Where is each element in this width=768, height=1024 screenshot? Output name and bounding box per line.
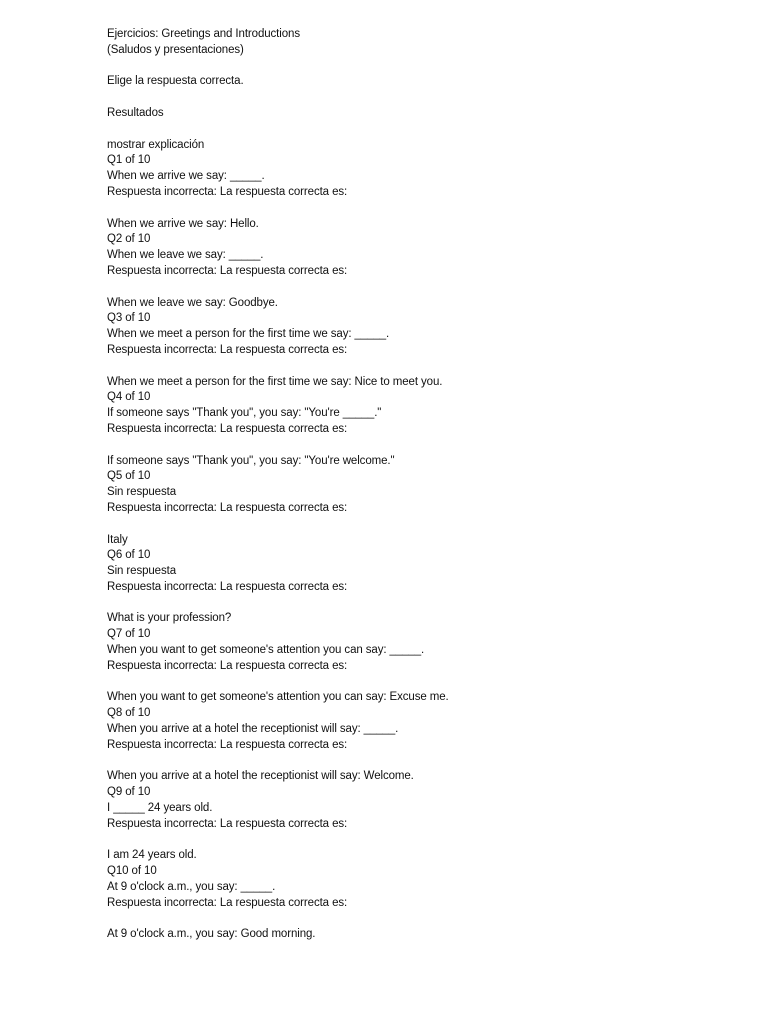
correct-answer: At 9 o'clock a.m., you say: Good morning. xyxy=(107,928,316,941)
question-list xyxy=(107,153,727,943)
correct-answer: When you arrive at a hotel the receptionist will say: Welcome. xyxy=(107,770,414,783)
feedback-text: Respuesta incorrecta: La respuesta correcta es: xyxy=(107,422,348,435)
spacer xyxy=(107,517,727,533)
question-counter: Q1 of 10 xyxy=(107,154,151,167)
question-counter: Q7 of 10 xyxy=(107,628,151,641)
feedback-text: Respuesta incorrecta: La respuesta correcta es: xyxy=(107,738,348,751)
question-block xyxy=(107,153,727,232)
question-prompt: When you arrive at a hotel the receptionist will say: _____. xyxy=(107,723,399,736)
correct-answer: I am 24 years old. xyxy=(107,849,197,862)
feedback-text: Respuesta incorrecta: La respuesta correcta es: xyxy=(107,580,348,593)
question-block xyxy=(107,311,727,390)
correct-answer: When you want to get someone's attention you can say: Excuse me. xyxy=(107,691,449,704)
question-block xyxy=(107,469,727,548)
spacer xyxy=(107,122,727,138)
question-prompt: When we meet a person for the first time we say: _____. xyxy=(107,328,390,341)
instruction-text: Elige la respuesta correcta. xyxy=(107,75,244,88)
feedback-text: Respuesta incorrecta: La respuesta correcta es: xyxy=(107,896,348,909)
question-counter: Q2 of 10 xyxy=(107,233,151,246)
question-block xyxy=(107,864,727,943)
question-block xyxy=(107,232,727,311)
feedback-text: Respuesta incorrecta: La respuesta correcta es: xyxy=(107,501,348,514)
question-prompt: Sin respuesta xyxy=(107,565,177,578)
question-block xyxy=(107,785,727,864)
question-prompt: When we leave we say: _____. xyxy=(107,249,264,262)
feedback-text: Respuesta incorrecta: La respuesta correcta es: xyxy=(107,817,348,830)
spacer xyxy=(107,675,727,691)
question-counter: Q10 of 10 xyxy=(107,865,157,878)
spacer xyxy=(107,280,727,296)
question-block xyxy=(107,706,727,785)
document-page xyxy=(107,27,727,943)
question-prompt: If someone says "Thank you", you say: "You're _____." xyxy=(107,407,382,420)
question-block xyxy=(107,627,727,706)
question-prompt: At 9 o'clock a.m., you say: _____. xyxy=(107,881,276,894)
question-counter: Q5 of 10 xyxy=(107,470,151,483)
spacer xyxy=(107,438,727,454)
spacer xyxy=(107,90,727,106)
question-prompt: Sin respuesta xyxy=(107,486,177,499)
feedback-text: Respuesta incorrecta: La respuesta correcta es: xyxy=(107,659,348,672)
question-prompt: I _____ 24 years old. xyxy=(107,802,213,815)
results-label: Resultados xyxy=(107,106,164,119)
question-counter: Q9 of 10 xyxy=(107,786,151,799)
feedback-text: Respuesta incorrecta: La respuesta correcta es: xyxy=(107,185,348,198)
show-explanation-link[interactable]: mostrar explicación xyxy=(107,138,205,151)
document-title: Ejercicios: Greetings and Introductions xyxy=(107,28,300,40)
feedback-text: Respuesta incorrecta: La respuesta correcta es: xyxy=(107,264,348,277)
correct-answer: When we leave we say: Goodbye. xyxy=(107,296,278,309)
correct-answer: Italy xyxy=(107,533,128,546)
correct-answer: If someone says "Thank you", you say: "You're welcome." xyxy=(107,454,395,467)
question-prompt: When we arrive we say: _____. xyxy=(107,170,265,183)
spacer xyxy=(107,754,727,770)
question-prompt: When you want to get someone's attention you can say: _____. xyxy=(107,644,425,657)
question-counter: Q6 of 10 xyxy=(107,549,151,562)
correct-answer: When we arrive we say: Hello. xyxy=(107,217,259,230)
spacer xyxy=(107,359,727,375)
document-subtitle: (Saludos y presentaciones) xyxy=(107,43,244,56)
question-counter: Q3 of 10 xyxy=(107,312,151,325)
question-block xyxy=(107,390,727,469)
spacer xyxy=(107,912,727,928)
feedback-text: Respuesta incorrecta: La respuesta correcta es: xyxy=(107,343,348,356)
question-counter: Q8 of 10 xyxy=(107,707,151,720)
correct-answer: What is your profession? xyxy=(107,612,232,625)
spacer xyxy=(107,201,727,217)
correct-answer: When we meet a person for the first time we say: Nice to meet you. xyxy=(107,375,443,388)
spacer xyxy=(107,59,727,75)
spacer xyxy=(107,833,727,849)
question-counter: Q4 of 10 xyxy=(107,391,151,404)
spacer xyxy=(107,596,727,612)
question-block xyxy=(107,548,727,627)
